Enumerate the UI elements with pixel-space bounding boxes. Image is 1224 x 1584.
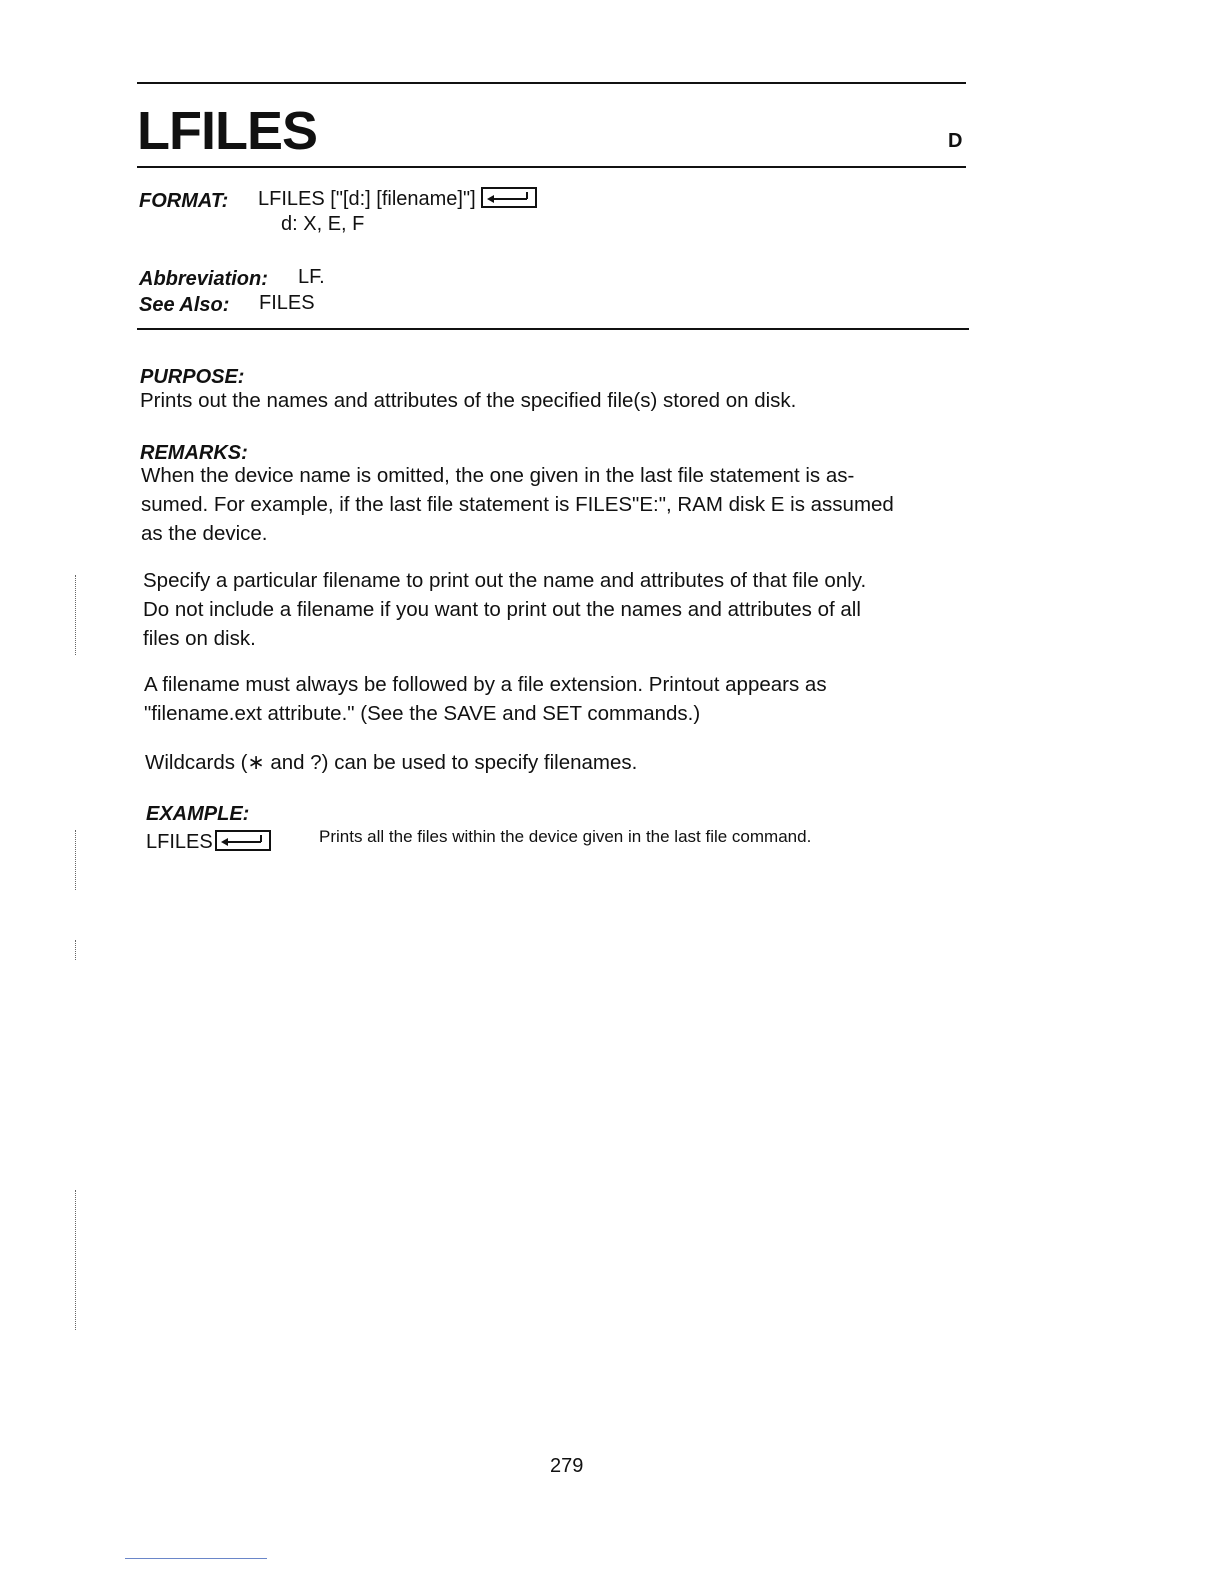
purpose-text: Prints out the names and attributes of the specified file(s) stored on disk. xyxy=(140,389,797,412)
format-syntax-line xyxy=(258,187,537,211)
margin-scan-marks xyxy=(75,575,77,655)
remarks-heading: REMARKS: xyxy=(140,442,248,464)
page-number: 279 xyxy=(550,1455,584,1477)
remarks-p1-line: When the device name is omitted, the one given in the last file statement is as- xyxy=(141,464,855,487)
format-devices: d: X, E, F xyxy=(281,213,365,235)
example-heading: EXAMPLE: xyxy=(146,803,250,825)
remarks-paragraph-1 xyxy=(141,461,894,548)
see-also-label: See Also: xyxy=(139,294,230,316)
remarks-paragraph-3 xyxy=(144,670,827,728)
margin-scan-marks xyxy=(75,1190,77,1330)
margin-scan-marks xyxy=(75,940,77,960)
example-description: Prints all the files within the device given in the last file command. xyxy=(319,827,812,846)
format-label: FORMAT: xyxy=(139,190,229,212)
format-syntax: LFILES ["[d:] [filename]"] xyxy=(258,188,476,210)
remarks-p3-line: A filename must always be followed by a file extension. Printout appears as xyxy=(144,673,827,696)
remarks-p3-line: "filename.ext attribute." (See the SAVE and SET commands.) xyxy=(144,702,701,725)
enter-key-icon xyxy=(215,830,271,851)
remarks-p2-line: files on disk. xyxy=(143,627,256,650)
abbreviation-value: LF. xyxy=(298,266,325,288)
section-rule xyxy=(137,328,969,330)
abbreviation-label: Abbreviation: xyxy=(139,268,268,290)
remarks-p2-line: Do not include a filename if you want to print out the names and attributes of all xyxy=(143,598,861,621)
top-rule xyxy=(137,82,966,84)
remarks-paragraph-4: Wildcards (∗ and ?) can be used to specify filenames. xyxy=(145,751,638,774)
margin-scan-marks xyxy=(75,830,77,890)
enter-key-icon xyxy=(481,187,537,208)
scan-edge-line xyxy=(125,1558,267,1559)
page-title: LFILES xyxy=(137,101,317,161)
title-rule xyxy=(137,166,966,168)
example-command-line xyxy=(146,830,271,854)
purpose-heading: PURPOSE: xyxy=(140,366,245,388)
remarks-paragraph-2 xyxy=(143,566,866,653)
example-command: LFILES xyxy=(146,831,213,853)
see-also-value: FILES xyxy=(259,292,315,314)
remarks-p1-line: sumed. For example, if the last file statement is FILES"E:", RAM disk E is assumed xyxy=(141,493,894,516)
command-type-code: D xyxy=(948,130,963,152)
remarks-p2-line: Specify a particular filename to print out the name and attributes of that file only. xyxy=(143,569,867,592)
remarks-p1-line: as the device. xyxy=(141,522,268,545)
